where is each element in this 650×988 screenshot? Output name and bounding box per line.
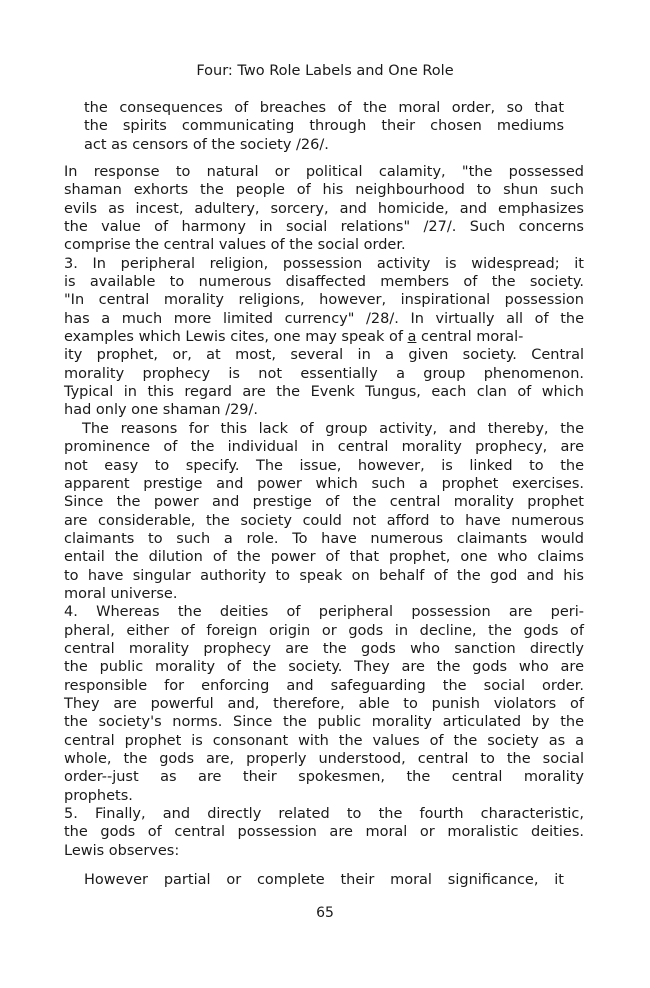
text-segment: examples which Lewis cites, one may speak of	[64, 329, 408, 346]
text-line: not easy to specify. The issue, however, is linked to the	[64, 457, 584, 474]
text-line: whole, the gods are, properly understood, central to the social	[64, 751, 584, 767]
text-line: to have singular authority to speak on behalf of the god and his	[64, 567, 584, 584]
text-line: 5. Finally, and directly related to the fourth characteristic,	[64, 806, 584, 823]
text-line: the gods of central possession are moral or moralistic deities.	[64, 824, 584, 841]
page-number: 65	[316, 905, 334, 921]
text-line: comprise the central values of the social order.	[64, 237, 406, 254]
text-line: prophets.	[64, 787, 133, 804]
body-text	[64, 163, 584, 860]
quote-line: the spirits communicating through their chosen mediums	[84, 118, 564, 135]
text-line: In response to natural or political calamity, "the possessed	[64, 164, 584, 180]
text-line: The reasons for this lack of group activity, and thereby, the	[82, 420, 584, 437]
text-line: 3. In peripheral religion, possession activity is widespread; it	[64, 255, 584, 272]
text-line: They are powerful and, therefore, able to punish violators of	[64, 695, 584, 712]
text-line: morality prophecy is not essentially a group phenomenon.	[64, 365, 584, 382]
text-line: claimants to such a role. To have numerous claimants would	[64, 530, 584, 547]
text-line: entail the dilution of the power of that prophet, one who claims	[64, 549, 584, 566]
quote-line: act as censors of the society /26/.	[84, 136, 329, 153]
running-header: Four: Two Role Labels and One Role	[196, 63, 454, 79]
text-line: Typical in this regard are the Evenk Tungus, each clan of which	[64, 384, 584, 401]
quote-line: However partial or complete their moral significance, it	[84, 872, 564, 888]
text-line: central morality prophecy are the gods who sanction directly	[64, 640, 584, 657]
text-line: shaman exhorts the people of his neighbourhood to shun such	[64, 182, 584, 199]
quote-line: the consequences of breaches of the moral order, so that	[84, 100, 564, 116]
text-line: had only one shaman /29/.	[64, 402, 259, 419]
underlined-article: a	[407, 329, 417, 346]
text-line: prominence of the individual in central morality prophecy, are	[64, 439, 584, 456]
text-line: apparent prestige and power which such a prophet exercises.	[64, 475, 584, 492]
block-quote-top	[84, 99, 564, 154]
text-line: evils as incest, adultery, sorcery, and homicide, and emphasizes	[64, 200, 584, 217]
text-line: 4. Whereas the deities of peripheral possession are peri-	[64, 604, 584, 621]
text-line	[64, 328, 584, 346]
text-line: Lewis observes:	[64, 842, 180, 859]
text-line: order--just as are their spokesmen, the central morality	[64, 769, 584, 786]
text-line: is available to numerous disaffected members of the society.	[64, 274, 584, 291]
text-line: the society's norms. Since the public morality articulated by the	[64, 714, 584, 731]
text-line: are considerable, the society could not afford to have numerous	[64, 512, 584, 529]
text-line: has a much more limited currency" /28/. In virtually all of the	[64, 310, 584, 327]
block-quote-bottom	[84, 871, 564, 889]
text-line: the public morality of the society. They are the gods who are	[64, 659, 584, 676]
text-line: the value of harmony in social relations" /27/. Such concerns	[64, 219, 584, 236]
text-line: "In central morality religions, however, inspirational possession	[64, 292, 584, 309]
text-segment: central moral-	[416, 329, 524, 346]
text-line: moral universe.	[64, 585, 178, 602]
text-line: central prophet is consonant with the values of the society as a	[64, 732, 584, 749]
text-line: pheral, either of foreign origin or gods in decline, the gods of	[64, 622, 584, 639]
text-line: ity prophet, or, at most, several in a given society. Central	[64, 347, 584, 364]
text-line: responsible for enforcing and safeguarding the social order.	[64, 677, 584, 694]
text-line: Since the power and prestige of the central morality prophet	[64, 494, 584, 511]
